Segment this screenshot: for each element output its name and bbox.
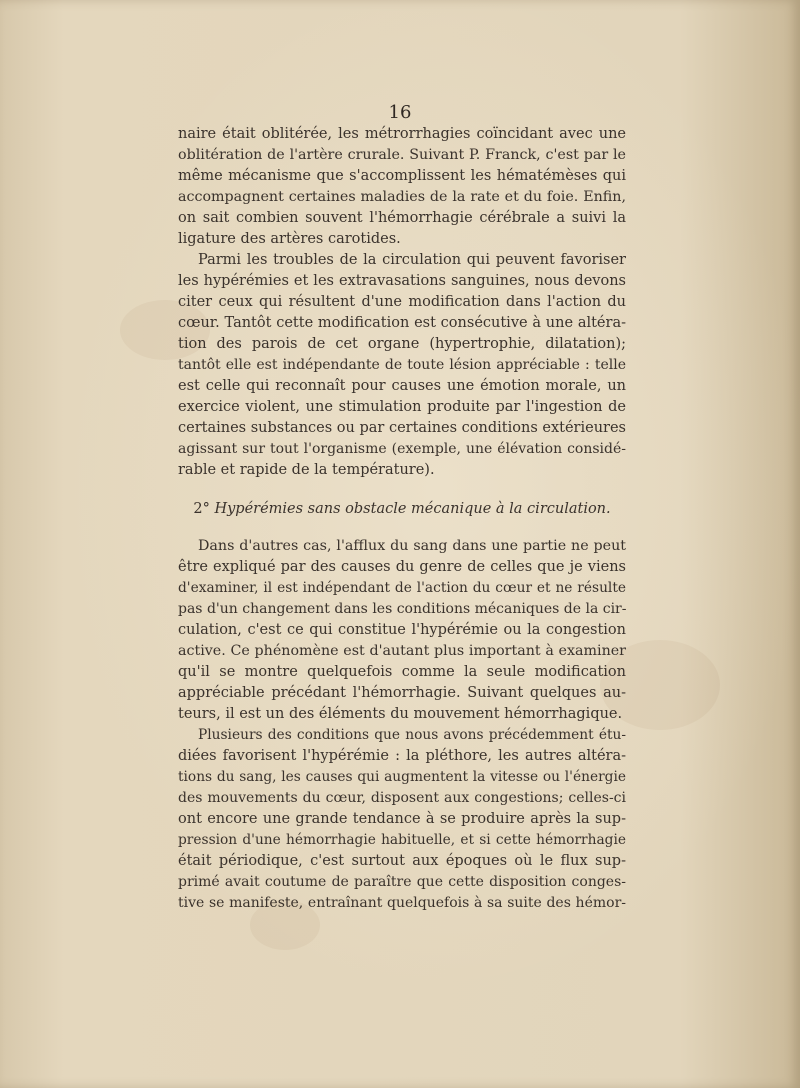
text-line: qu'il se montre quelquefois comme la seule modification xyxy=(178,664,626,680)
text-line: d'examiner, il est indépendant de l'action du cœur et ne résulte xyxy=(178,580,626,596)
text-line: appréciable précédant l'hémorrhagie. Suivant quelques au- xyxy=(178,685,626,701)
text-line: rable et rapide de la température). xyxy=(178,462,435,478)
text-line: pas d'un changement dans les conditions mécaniques de la cir- xyxy=(178,601,626,617)
section-title: Hypérémies sans obstacle mécanique à la circulation. xyxy=(214,501,611,517)
text-line: être expliqué par des causes du genre de celles que je viens xyxy=(178,559,626,575)
text-line: cœur. Tantôt cette modification est consécutive à une altéra- xyxy=(178,315,626,331)
text-line: certaines substances ou par certaines conditions extérieures xyxy=(178,420,626,436)
text-line: ligature des artères carotides. xyxy=(178,231,401,247)
text-line: Dans d'autres cas, l'afflux du sang dans une partie ne peut xyxy=(198,538,626,554)
text-line: active. Ce phénomène est d'autant plus important à examiner xyxy=(178,643,626,659)
text-line: était périodique, c'est surtout aux époques où le flux sup- xyxy=(178,853,626,869)
text-line: naire était oblitérée, les métrorrhagies coïncidant avec une xyxy=(178,126,626,142)
text-line: diées favorisent l'hypérémie : la pléthore, les autres altéra- xyxy=(178,748,626,764)
page-number: 16 xyxy=(388,102,412,123)
text-line: exercice violent, une stimulation produite par l'ingestion de xyxy=(178,399,626,415)
text-line: des mouvements du cœur, disposent aux congestions; celles-ci xyxy=(178,790,626,806)
text-line: oblitération de l'artère crurale. Suivant P. Franck, c'est par le xyxy=(178,147,626,163)
text-line: primé avait coutume de paraître que cette disposition conges- xyxy=(178,874,626,890)
text-line: Parmi les troubles de la circulation qui peuvent favoriser xyxy=(198,252,626,268)
section-number: 2° xyxy=(193,501,210,517)
text-line: culation, c'est ce qui constitue l'hypérémie ou la congestion xyxy=(178,622,626,638)
text-line: tive se manifeste, entraînant quelquefois à sa suite des hémor- xyxy=(178,895,626,911)
text-line: on sait combien souvent l'hémorrhagie cérébrale a suivi la xyxy=(178,210,626,226)
text-line: même mécanisme que s'accomplissent les hématémèses qui xyxy=(178,168,626,184)
text-line: pression d'une hémorrhagie habituelle, et si cette hémorrhagie xyxy=(178,832,626,848)
text-line: les hypérémies et les extravasations sanguines, nous devons xyxy=(178,273,626,289)
text-line: tions du sang, les causes qui augmentent la vitesse ou l'énergie xyxy=(178,769,626,785)
section-heading xyxy=(178,498,626,520)
text-line: teurs, il est un des éléments du mouvement hémorrhagique. xyxy=(178,706,623,722)
text-line: accompagnent certaines maladies de la rate et du foie. Enfin, xyxy=(178,189,626,205)
text-line: est celle qui reconnaît pour causes une émotion morale, un xyxy=(178,378,626,394)
text-line: ont encore une grande tendance à se produire après la sup- xyxy=(178,811,626,827)
text-line: tantôt elle est indépendante de toute lésion appréciable : telle xyxy=(178,357,626,373)
text-line: citer ceux qui résultent d'une modification dans l'action du xyxy=(178,294,626,310)
text-line: agissant sur tout l'organisme (exemple, une élévation considé- xyxy=(178,441,626,457)
text-line: tion des parois de cet organe (hypertrophie, dilatation); xyxy=(178,336,626,352)
text-line: Plusieurs des conditions que nous avons précédemment étu- xyxy=(198,727,626,743)
